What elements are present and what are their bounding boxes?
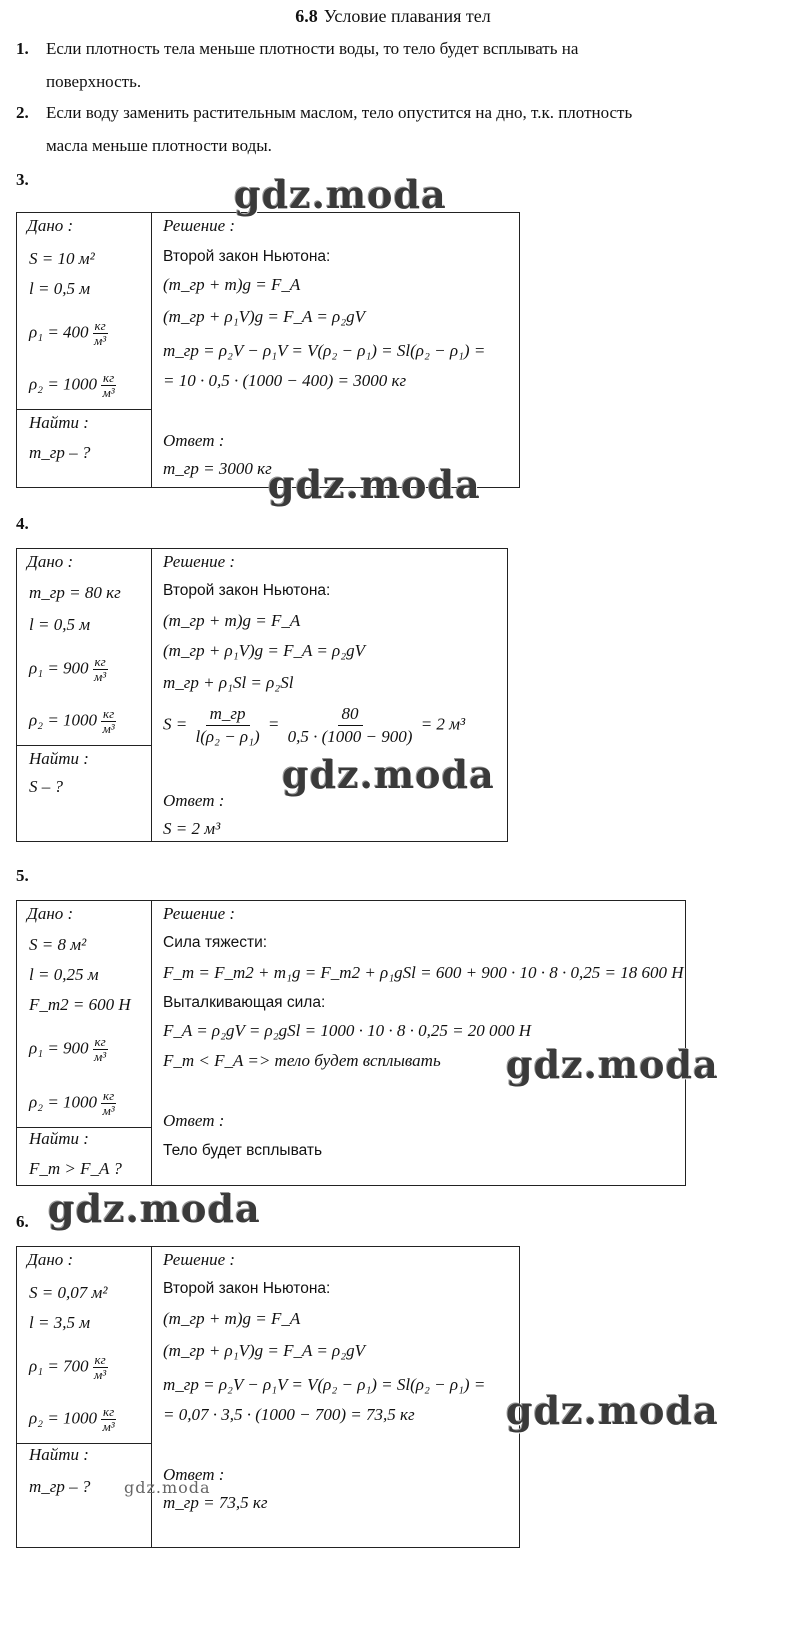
solution-line: m_гр = ρ₂V − ρ₁V = V(ρ₂ − ρ₁) = Sl(ρ₂ − ρ₁) =	[163, 341, 486, 360]
given-value: ρ₂ = 1000 $\frac{кг}{\text{м³}}$	[29, 370, 115, 400]
given-value: S = 0,07 м²	[29, 1283, 108, 1302]
given-value: S = 10 м²	[29, 249, 95, 268]
given-value: l = 0,5 м	[29, 615, 91, 634]
given-value: ρ₁ = 900 $\frac{кг}{\text{м³}}$	[29, 1034, 107, 1064]
item-text-cont: масла меньше плотности воды.	[46, 136, 272, 155]
given-value: l = 0,25 м	[29, 965, 99, 984]
find-label: Найти :	[29, 1129, 89, 1148]
problem-3-table	[16, 212, 520, 488]
given-value: m_гр = 80 кг	[29, 583, 121, 602]
solution-line: (m_гр + m)g = F_A	[163, 1309, 301, 1328]
solution-line: = 10 · 0,5 · (1000 − 400) = 3000 кг	[163, 371, 407, 390]
solution-line: Второй закон Ньютона:	[163, 582, 331, 599]
find-value: F_m > F_A ?	[29, 1159, 122, 1178]
given-value: ρ₂ = 1000 $\frac{кг}{\text{м³}}$	[29, 1088, 115, 1118]
item-text: Если плотность тела меньше плотности воды, то тело будет всплывать на	[46, 39, 579, 58]
watermark: gdz.moda	[234, 172, 447, 217]
item-text: Если воду заменить растительным маслом, тело опустится на дно, т.к. плотность	[46, 103, 633, 122]
solution-label: Решение :	[163, 216, 236, 235]
solution-line: F_m < F_A => тело будет всплывать	[163, 1051, 441, 1070]
solution-label: Решение :	[163, 552, 236, 571]
given-label: Дано :	[27, 904, 74, 923]
watermark: gdz.moda	[268, 462, 481, 507]
given-value: ρ₁ = 700 $\frac{кг}{\text{м³}}$	[29, 1352, 107, 1382]
problem-6-table	[16, 1246, 520, 1548]
given-value: ρ₁ = 900 $\frac{кг}{\text{м³}}$	[29, 654, 107, 684]
given-value: l = 0,5 м	[29, 279, 91, 298]
given-label: Дано :	[27, 216, 74, 235]
answer-label: Ответ :	[163, 1465, 225, 1484]
watermark: gdz.moda	[506, 1388, 719, 1433]
find-value: m_гр – ?	[29, 443, 91, 462]
answer-value: m_гр = 73,5 кг	[163, 1493, 268, 1512]
find-label: Найти :	[29, 413, 89, 432]
solution-line: Второй закон Ньютона:	[163, 248, 331, 265]
answer-label: Ответ :	[163, 791, 225, 810]
item-number: 2.	[16, 103, 29, 122]
answer-value: S = 2 м³	[163, 819, 221, 838]
section-number: 6.8	[295, 6, 318, 26]
solution-line: m_гр + ρ₁Sl = ρ₂Sl	[163, 673, 294, 692]
given-value: ρ₁ = 400 $\frac{кг}{\text{м³}}$	[29, 318, 107, 348]
solution-line: (m_гр + m)g = F_A	[163, 611, 301, 630]
solution-line: (m_гр + ρ₁V)g = F_A = ρ₂gV	[163, 641, 366, 660]
problem-5-number: 5.	[16, 866, 29, 885]
watermark: gdz.moda	[506, 1042, 719, 1087]
given-value: S = 8 м²	[29, 935, 87, 954]
find-label: Найти :	[29, 749, 89, 768]
solution-line: Сила тяжести:	[163, 934, 268, 951]
watermark: gdz.moda	[282, 752, 495, 797]
answer-item-2	[16, 96, 772, 162]
answer-label: Ответ :	[163, 1111, 225, 1130]
given-value: ρ₂ = 1000 $\frac{кг}{\text{м³}}$	[29, 706, 115, 736]
find-value: m_гр – ?	[29, 1477, 91, 1496]
solution-formula: S = m_гр l(ρ₂ − ρ₁) = $\frac{80}{0,5 \cdot (1000 - 900)}$ = 2 м³	[163, 704, 466, 746]
watermark: gdz.moda	[48, 1186, 261, 1231]
solution-line: Выталкивающая сила:	[163, 994, 326, 1011]
problem-4-table	[16, 548, 508, 842]
solution-line: (m_гр + ρ₁V)g = F_A = ρ₂gV	[163, 307, 366, 326]
solution-line: F_A = ρ₂gV = ρ₂gSl = 1000 · 10 · 8 · 0,25 = 20 000 Н	[163, 1021, 532, 1040]
find-label: Найти :	[29, 1445, 89, 1464]
item-number: 1.	[16, 39, 29, 58]
solution-line: F_m = F_m2 + m₁g = F_m2 + ρ₁gSl = 600 + 900 · 10 · 8 · 0,25 = 18 600 Н	[163, 963, 684, 982]
answer-item-1	[16, 32, 772, 98]
solution-line: (m_гр + m)g = F_A	[163, 275, 301, 294]
given-label: Дано :	[27, 552, 74, 571]
given-value: l = 3,5 м	[29, 1313, 91, 1332]
solution-label: Решение :	[163, 1250, 236, 1269]
section-title-text: Условие плавания тел	[323, 6, 491, 26]
given-label: Дано :	[27, 1250, 74, 1269]
solution-line: = 0,07 · 3,5 · (1000 − 700) = 73,5 кг	[163, 1405, 415, 1424]
answer-value: m_гр = 3000 кг	[163, 459, 272, 478]
find-value: S – ?	[29, 777, 63, 796]
answer-value: Тело будет всплывать	[163, 1142, 323, 1159]
problem-3-number: 3.	[16, 170, 29, 189]
problem-6-number: 6.	[16, 1212, 29, 1231]
given-value: F_m2 = 600 Н	[29, 995, 131, 1014]
given-value: ρ₂ = 1000 $\frac{кг}{\text{м³}}$	[29, 1404, 115, 1434]
solution-line: Второй закон Ньютона:	[163, 1280, 331, 1297]
item-text-cont: поверхность.	[46, 72, 142, 91]
problem-4-number: 4.	[16, 514, 29, 533]
watermark-small: gdz.moda	[124, 1478, 211, 1497]
solution-label: Решение :	[163, 904, 236, 923]
answer-label: Ответ :	[163, 431, 225, 450]
section-title	[0, 6, 786, 27]
solution-line: m_гр = ρ₂V − ρ₁V = V(ρ₂ − ρ₁) = Sl(ρ₂ − ρ₁) =	[163, 1375, 486, 1394]
solution-line: (m_гр + ρ₁V)g = F_A = ρ₂gV	[163, 1341, 366, 1360]
